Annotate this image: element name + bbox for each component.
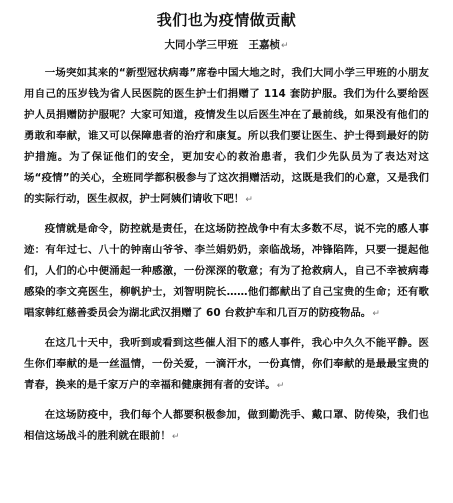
document-title: 我们也为疫情做贡献 bbox=[156, 11, 297, 29]
paragraph-mark-icon: ↵ bbox=[245, 195, 253, 205]
paragraph-1-text: 一场突如其来的“新型冠状病毒”席卷中国大地之时，我们大同小学三甲班的小朋友用自己的压岁钱为省人民医院的医生护士们捐赠了 114 套防护服。我们为什么要给医护人员捐赠防护服呢？大家可知道，疫情发生以后医生冲在了最前线，如果没有他们的勇敢和奉献，谁又可以保障患者的治疗和康复。所以我们要让医生、护士得到最好的防护措施。为了保证他们的安全，更加安心的救治患者，我们少先队员为了表达对这场“疫情”的关心，全班同学都积极参与了这次捐赠活动，这既是我们的心意，又是我们的实际行动，医生叔叔，护士阿姨们请收下吧！ bbox=[24, 67, 429, 205]
paragraph-mark-icon: ↵ bbox=[171, 432, 180, 442]
paragraph-3-text: 在这几十天中，我听到或看到这些催人泪下的感人事件，我心中久久不能平静。医生你们奉献的是一丝温情，一份关爱，一滴汗水，一份真情，你们奉献的是最最宝贵的青春，换来的是千家万户的幸福和健康拥有者的安详。 bbox=[24, 337, 429, 391]
paragraph-1 bbox=[24, 63, 429, 211]
author-byline-text: 大同小学三甲班 王嘉桢 bbox=[164, 39, 280, 51]
paragraph-mark-icon: ↵ bbox=[276, 381, 285, 391]
author-byline bbox=[24, 38, 429, 53]
paragraph-mark-icon: ↵ bbox=[372, 309, 380, 319]
paragraph-4 bbox=[24, 405, 429, 448]
paragraph-2 bbox=[24, 219, 429, 325]
paragraph-2-text: 疫情就是命令，防控就是责任，在这场防控战争中有太多数不尽，说不完的感人事迹：有年过七、八十的钟南山爷爷、李兰娟奶奶，亲临战场，冲锋陷阵，只要一提起他们，人们的心中便涌起一种感激，一份深深的敬意；有为了抢救病人，自己不幸被病毒感染的李文亮医生，柳帆护士，刘智明院长……他们都献出了自己宝贵的生命；还有歌唱家韩红慈善委员会为湖北武汉捐赠了 60 台救护车和几百万的防疫物品。 bbox=[24, 223, 429, 319]
paragraph-mark-icon: ↵ bbox=[280, 41, 289, 51]
paragraph-4-text: 在这场防疫中，我们每个人都要积极参加，做到勤洗手、戴口罩、防传染，我们也相信这场战斗的胜利就在眼前！ bbox=[24, 409, 429, 442]
paragraph-3 bbox=[24, 333, 429, 397]
